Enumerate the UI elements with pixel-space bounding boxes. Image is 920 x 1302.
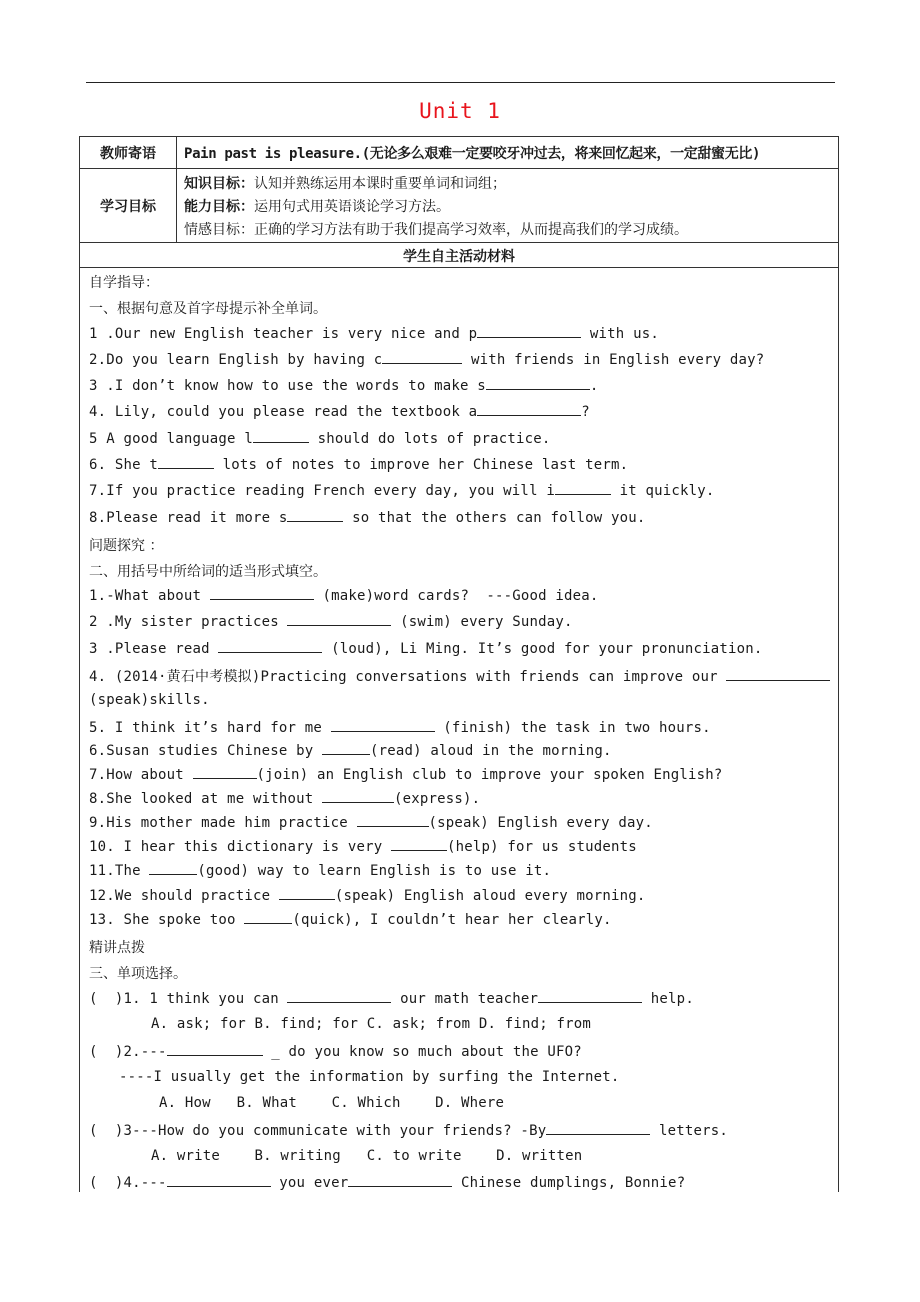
options-line: A. write B. writing C. to write D. written bbox=[151, 1148, 583, 1164]
exercise-line: 2.Do you learn English by having c with friends in English every day? bbox=[89, 352, 765, 368]
answer-blank[interactable] bbox=[538, 990, 642, 1003]
answer-blank[interactable] bbox=[322, 790, 394, 803]
exercise-line: 4. (2014·黄石中考模拟)Practicing conversations with friends can improve our bbox=[89, 666, 830, 686]
goal-emotion bbox=[184, 219, 688, 239]
exercise-line: 6. She t lots of notes to improve her Chinese last term. bbox=[89, 457, 629, 473]
explain-heading: 精讲点拨 bbox=[89, 940, 145, 956]
question-line: ( )4.--- you ever Chinese dumplings, Bonnie? bbox=[89, 1175, 686, 1191]
exercise-line: 5. I think it’s hard for me (finish) the task in two hours. bbox=[89, 720, 711, 736]
goal-label: 知识目标： bbox=[184, 176, 254, 192]
reply-line: ----I usually get the information by surfing the Internet. bbox=[119, 1069, 620, 1085]
goals-label: 学习目标 bbox=[80, 169, 177, 242]
options-line: A. How B. What C. Which D. Where bbox=[159, 1095, 505, 1111]
goal-knowledge bbox=[184, 173, 506, 193]
answer-blank[interactable] bbox=[167, 1043, 263, 1056]
exercise-line: 1 .Our new English teacher is very nice and p with us. bbox=[89, 326, 659, 342]
exercise-line: 5 A good language l should do lots of practice. bbox=[89, 431, 551, 447]
goal-label: 能力目标： bbox=[184, 199, 254, 215]
answer-blank[interactable] bbox=[555, 482, 611, 495]
answer-blank[interactable] bbox=[357, 814, 429, 827]
exercise-line: 12.We should practice (speak) English aloud every morning. bbox=[89, 888, 646, 904]
answer-blank[interactable] bbox=[158, 456, 214, 469]
question-line: ( )3---How do you communicate with your friends? -By letters. bbox=[89, 1123, 728, 1139]
exercise-line: 9.His mother made him practice (speak) English every day. bbox=[89, 815, 653, 831]
answer-blank[interactable] bbox=[546, 1122, 650, 1135]
question-line: ( )1. 1 think you can our math teacher help. bbox=[89, 991, 694, 1007]
exercise-line: 8.Please read it more s so that the others can follow you. bbox=[89, 510, 646, 526]
answer-blank[interactable] bbox=[193, 766, 257, 779]
motto-text: Pain past is pleasure.(无论多么艰难一定要咬牙冲过去，将来回忆起来，一定甜蜜无比) bbox=[184, 146, 761, 162]
exercise-line: 11.The (good) way to learn English is to use it. bbox=[89, 863, 552, 879]
answer-blank[interactable] bbox=[331, 719, 435, 732]
section-title: 学生自主活动材料 bbox=[403, 249, 515, 265]
exercise-line: 7.If you practice reading French every day, you will i it quickly. bbox=[89, 483, 715, 499]
motto-row bbox=[80, 137, 838, 169]
exercise-line: 10. I hear this dictionary is very (help) for us students bbox=[89, 839, 637, 855]
answer-blank[interactable] bbox=[167, 1174, 271, 1187]
goal-text: 运用句式用英语谈论学习方法。 bbox=[254, 199, 450, 215]
goal-ability bbox=[184, 196, 450, 216]
exercise-line: 2 .My sister practices (swim) every Sunday. bbox=[89, 614, 573, 630]
worksheet-table bbox=[79, 136, 839, 1192]
answer-blank[interactable] bbox=[322, 742, 370, 755]
guide-heading: 自学指导： bbox=[89, 275, 159, 291]
answer-blank[interactable] bbox=[218, 640, 322, 653]
answer-blank[interactable] bbox=[477, 403, 581, 416]
answer-blank[interactable] bbox=[253, 430, 309, 443]
question-line: ( )2.--- _ do you know so much about the UFO? bbox=[89, 1044, 582, 1060]
answer-blank[interactable] bbox=[287, 509, 343, 522]
part1-heading: 一、根据句意及首字母提示补全单词。 bbox=[89, 301, 327, 317]
answer-blank[interactable] bbox=[244, 911, 292, 924]
answer-blank[interactable] bbox=[391, 838, 447, 851]
section-row bbox=[80, 243, 838, 268]
exercise-line: 3 .I don’t know how to use the words to make s . bbox=[89, 378, 599, 394]
page-title: Unit 1 bbox=[419, 99, 501, 123]
answer-blank[interactable] bbox=[382, 351, 462, 364]
exercise-line: 4. Lily, could you please read the textbook a ? bbox=[89, 404, 590, 420]
goals-row bbox=[80, 169, 838, 243]
answer-blank[interactable] bbox=[477, 325, 581, 338]
answer-blank[interactable] bbox=[210, 587, 314, 600]
answer-blank[interactable] bbox=[149, 862, 197, 875]
answer-blank[interactable] bbox=[726, 668, 830, 681]
explore-heading: 问题探究 ： bbox=[89, 538, 164, 554]
exercise-line: 1.-What about (make)word cards? ---Good idea. bbox=[89, 588, 599, 604]
goal-text: 认知并熟练运用本课时重要单词和词组； bbox=[254, 176, 506, 192]
answer-blank[interactable] bbox=[279, 887, 335, 900]
exercise-line: 13. She spoke too (quick), I couldn’t hear her clearly. bbox=[89, 912, 612, 928]
answer-blank[interactable] bbox=[348, 1174, 452, 1187]
motto-label: 教师寄语 bbox=[80, 137, 177, 168]
header-rule bbox=[86, 82, 835, 83]
answer-blank[interactable] bbox=[287, 613, 391, 626]
part2-heading: 二、用括号中所给词的适当形式填空。 bbox=[89, 564, 327, 580]
goal-text: 情感目标：正确的学习方法有助于我们提高学习效率，从而提高我们的学习成绩。 bbox=[184, 222, 688, 238]
exercise-line: 7.How about (join) an English club to improve your spoken English? bbox=[89, 767, 723, 783]
answer-blank[interactable] bbox=[287, 990, 391, 1003]
exercise-line: 6.Susan studies Chinese by (read) aloud in the morning. bbox=[89, 743, 612, 759]
exercise-line: (speak)skills. bbox=[89, 692, 210, 708]
answer-blank[interactable] bbox=[486, 377, 590, 390]
options-line: A. ask; for B. find; for C. ask; from D. find; from bbox=[151, 1016, 592, 1032]
part3-heading: 三、单项选择。 bbox=[89, 966, 187, 982]
exercise-line: 3 .Please read (loud), Li Ming. It’s good for your pronunciation. bbox=[89, 641, 763, 657]
exercise-line: 8.She looked at me without (express). bbox=[89, 791, 481, 807]
